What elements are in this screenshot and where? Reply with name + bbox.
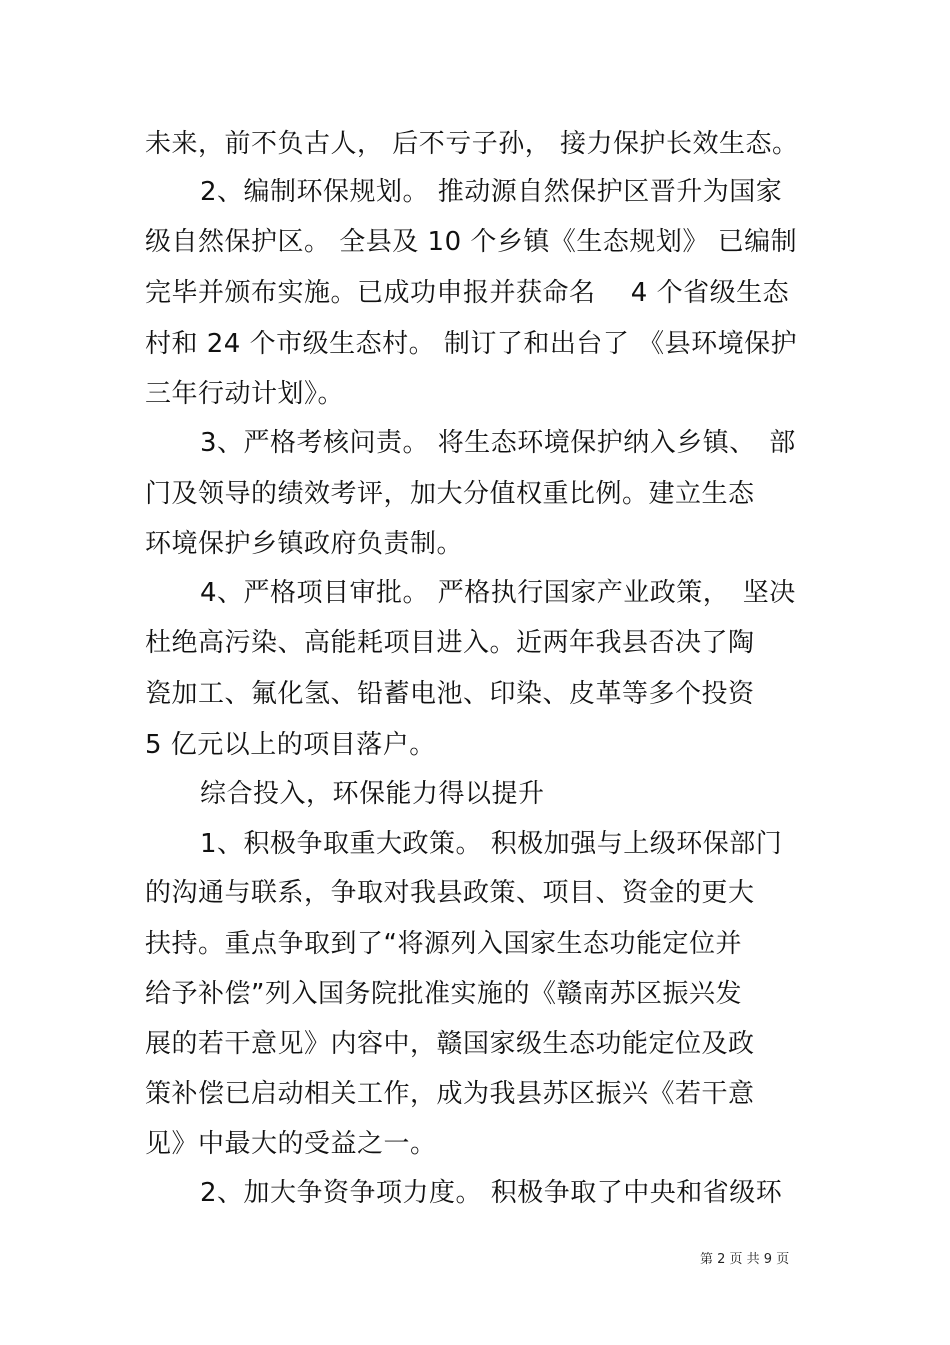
text-line: 策补偿已启动相关工作，成为我县苏区振兴《若干意 (145, 1079, 755, 1109)
text-line: 1、积极争取重大政策。 积极加强与上级环保部门 (200, 829, 783, 859)
text-line: 见》中最大的受益之一。 (145, 1129, 437, 1159)
text-line: 2、编制环保规划。 推动源自然保护区晋升为国家 (200, 177, 783, 207)
page-number-footer: 第 2 页 共 9 页 (700, 1252, 790, 1267)
text-line: 展的若干意见》内容中，赣国家级生态功能定位及政 (145, 1029, 755, 1059)
text-line: 村和 24 个市级生态村。 制订了和出台了 《县环境保护 (145, 329, 798, 359)
text-line: 三年行动计划》。 (145, 379, 345, 409)
text-line: 级自然保护区。 全县及 10 个乡镇《生态规划》 已编制 (145, 227, 798, 257)
text-line: 4、严格项目审批。 严格执行国家产业政策， 坚决 (200, 578, 796, 608)
text-line: 扶持。重点争取到了“将源列入国家生态功能定位并 (145, 929, 742, 959)
text-line: 门及领导的绩效考评，加大分值权重比例。建立生态 (145, 479, 755, 509)
text-line: 环境保护乡镇政府负责制。 (145, 529, 464, 559)
text-line: 杜绝高污染、高能耗项目进入。近两年我县否决了陶 (145, 628, 755, 658)
text-line: 完毕并颁布实施。已成功申报并获命名 4 个省级生态 (145, 278, 790, 308)
text-line: 未来，前不负古人， 后不亏子孙， 接力保护长效生态。 (145, 129, 799, 159)
section-heading: 综合投入，环保能力得以提升 (200, 779, 545, 809)
text-line: 给予补偿”列入国务院批准实施的《赣南苏区振兴发 (145, 979, 742, 1009)
text-line: 2、加大争资争项力度。 积极争取了中央和省级环 (200, 1178, 783, 1208)
text-line: 瓷加工、氟化氢、铅蓄电池、印染、皮革等多个投资 (145, 679, 755, 709)
text-line: 5 亿元以上的项目落户。 (145, 730, 436, 760)
text-line: 的沟通与联系，争取对我县政策、项目、资金的更大 (145, 878, 755, 908)
text-line: 3、严格考核问责。 将生态环境保护纳入乡镇、 部 (200, 428, 796, 458)
